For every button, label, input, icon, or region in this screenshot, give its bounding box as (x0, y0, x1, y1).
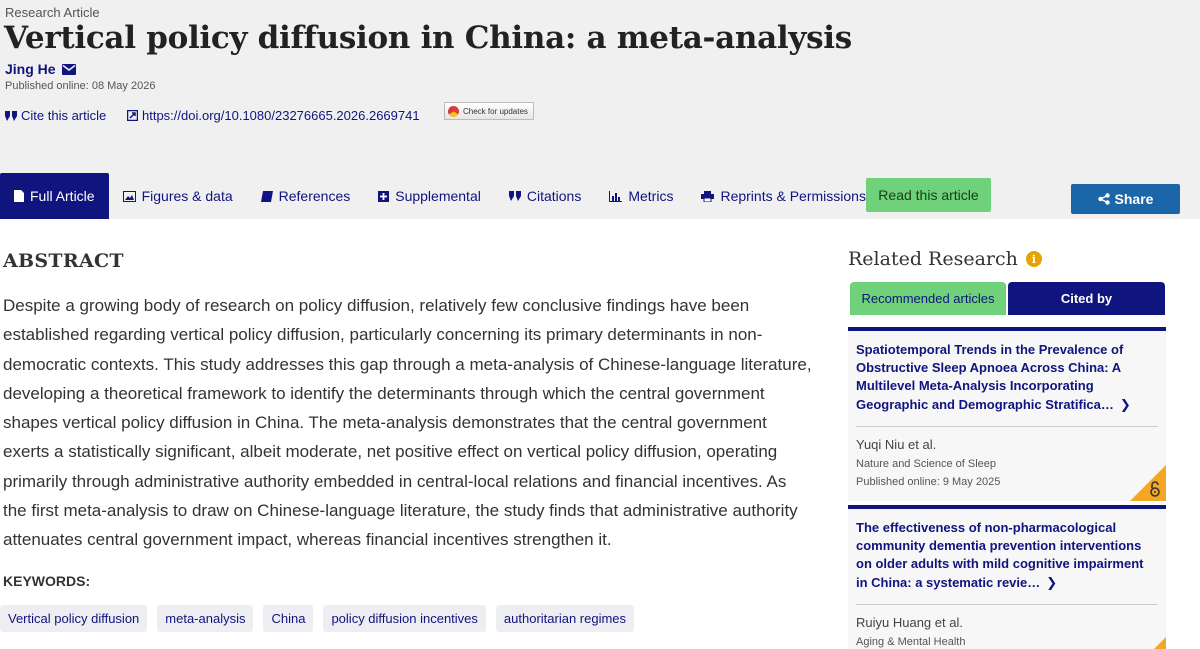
related-title-text[interactable]: The effectiveness of non-pharmacological community dementia prevention interventions on older adults with mild cognitive impairment in China: a systematic revie… (856, 520, 1144, 590)
related-research-heading (848, 248, 1042, 270)
share-label[interactable]: Share (1114, 191, 1154, 207)
image-icon (123, 191, 136, 202)
tab-full-article[interactable] (0, 173, 109, 219)
tab-label[interactable]: Citations (526, 188, 582, 204)
tab-label[interactable]: Reprints & Permissions (720, 188, 866, 204)
related-heading-text: Related Research (848, 248, 1018, 270)
tab-citations[interactable] (495, 173, 595, 219)
print-icon (701, 191, 714, 202)
doi-text[interactable]: https://doi.org/10.1080/23276665.2026.2669741 (142, 108, 420, 123)
card-divider (856, 604, 1158, 605)
tab-label[interactable]: Figures & data (141, 188, 233, 204)
check-updates-label[interactable]: Check for updates (463, 106, 528, 116)
file-icon (14, 190, 24, 202)
tab-label[interactable]: Metrics (628, 188, 674, 204)
chevron-right-icon[interactable]: ❯ (1119, 396, 1131, 412)
open-access-badge (1154, 637, 1166, 649)
related-article-date: Published online: 9 May 2025 (856, 475, 1001, 488)
card-divider (856, 426, 1158, 427)
tab-label[interactable]: Supplemental (395, 188, 481, 204)
article-type: Research Article (5, 5, 100, 20)
related-title-text[interactable]: Spatiotemporal Trends in the Prevalence of Obstructive Sleep Apnoea Across China: A Multilevel Meta-Analysis Incorporating Geographic and Demographic Stratifica… (856, 342, 1124, 412)
share-button[interactable] (1071, 184, 1180, 214)
share-icon (1098, 193, 1110, 205)
info-icon[interactable]: i (1026, 251, 1042, 267)
tab-cited-by[interactable]: Cited by (1008, 282, 1165, 315)
plus-square-icon (378, 191, 389, 202)
keywords-list (0, 605, 634, 632)
open-access-icon (1149, 481, 1161, 497)
published-date: Published online: 08 May 2026 (5, 80, 156, 92)
chevron-right-icon[interactable]: ❯ (1046, 574, 1058, 590)
cite-article-link[interactable] (5, 108, 106, 123)
envelope-icon[interactable] (62, 64, 76, 75)
cite-label[interactable]: Cite this article (21, 108, 107, 123)
keyword-tag[interactable]: meta-analysis (157, 605, 253, 632)
keyword-tag[interactable]: authoritarian regimes (496, 605, 634, 632)
crossmark-icon (448, 106, 459, 117)
related-article-author: Ruiyu Huang et al. (856, 614, 963, 630)
quote-icon (5, 111, 17, 121)
abstract-heading: ABSTRACT (3, 250, 124, 272)
read-article-button[interactable]: Read this article (866, 178, 991, 212)
author-link[interactable] (5, 61, 76, 77)
tab-recommended-articles[interactable]: Recommended articles (850, 282, 1006, 315)
related-article-title[interactable] (856, 341, 1158, 414)
tab-reprints-permissions[interactable] (687, 173, 880, 219)
related-article-author: Yuqi Niu et al. (856, 436, 937, 452)
related-article-journal: Nature and Science of Sleep (856, 457, 997, 470)
quote-icon (509, 191, 521, 201)
tab-figures-data[interactable] (109, 173, 247, 219)
related-article-journal: Aging & Mental Health (856, 635, 966, 648)
author-name[interactable]: Jing He (5, 61, 56, 77)
doi-link[interactable] (127, 108, 420, 123)
keyword-tag[interactable]: Vertical policy diffusion (0, 605, 147, 632)
abstract-text: Despite a growing body of research on policy diffusion, relatively few conclusive findings have been established regarding vertical policy diffusion, particularly concerning its primary determinants in non-democratic contexts. This study addresses this gap through a meta-analysis of Chinese-language literature, developing a theoretical framework to identify the determinants through which the central government shapes vertical policy diffusion in China. The meta-analysis demonstrates that the central government exerts a statistically significant, albeit moderate, net positive effect on vertical policy diffusion, operating primarily through administrative authority embedded in central-local relations and financial incentives. As the first meta-analysis to draw on Chinese-language literature, the study finds that administrative authority attenuates central government impact, whereas financial incentives strengthen it. (3, 296, 812, 550)
keywords-heading: KEYWORDS: (3, 573, 91, 589)
related-article-title[interactable] (856, 519, 1158, 592)
tab-supplemental[interactable] (364, 173, 495, 219)
related-article-card[interactable] (848, 505, 1166, 649)
tab-references[interactable] (247, 173, 365, 219)
bar-chart-icon (609, 191, 622, 202)
tab-label[interactable]: References (278, 188, 351, 204)
related-article-card[interactable] (848, 327, 1166, 501)
article-title: Vertical policy diffusion in China: a meta-analysis (4, 20, 852, 56)
check-for-updates-button[interactable] (444, 102, 534, 120)
article-header (0, 0, 1200, 219)
external-link-icon (127, 110, 138, 121)
tab-metrics[interactable] (595, 173, 687, 219)
tab-label[interactable]: Full Article (30, 188, 95, 204)
keyword-tag[interactable]: policy diffusion incentives (323, 605, 485, 632)
keyword-tag[interactable]: China (263, 605, 313, 632)
article-tabs (0, 173, 880, 219)
book-icon (261, 191, 273, 202)
